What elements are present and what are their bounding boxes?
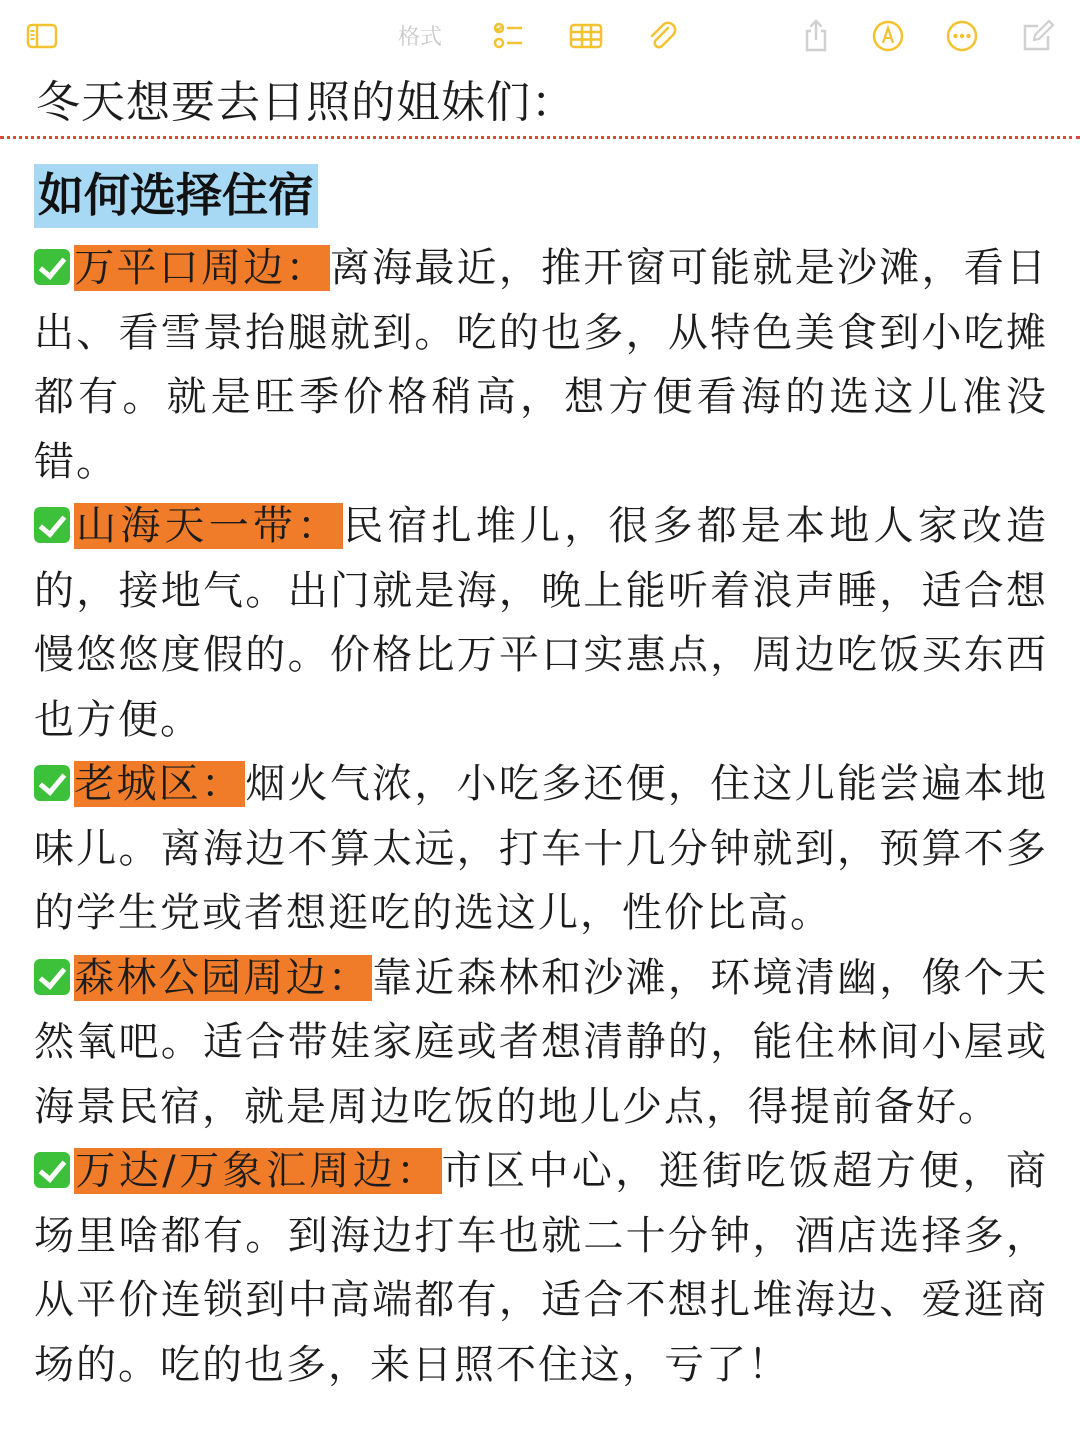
checkmark-icon	[34, 507, 70, 543]
list-item	[34, 1139, 1048, 1397]
list-item	[34, 946, 1048, 1140]
table-icon[interactable]	[564, 14, 608, 58]
toolbar	[0, 0, 1080, 72]
divider	[0, 136, 1080, 139]
checkmark-icon	[34, 765, 70, 801]
item-text: 离海最近，推开窗可能就是沙滩，看日出、看雪景抬腿就到。吃的也多，从特色美食到小吃摊都有。就是旺季价格稍高，想方便看海的选这儿准没错。	[34, 245, 1049, 485]
note-body[interactable]	[34, 236, 1048, 1397]
item-label: 森林公园周边：	[74, 954, 371, 1001]
attachment-icon[interactable]	[640, 14, 684, 58]
item-text: 靠近森林和沙滩，环境清幽，像个天然氧吧。适合带娃家庭或者想清静的，能住林间小屋或海景民宿，就是周边吃饭的地儿少点，得提前备好。	[34, 954, 1049, 1130]
item-label: 老城区：	[74, 761, 244, 807]
list-item	[34, 752, 1048, 946]
checkmark-icon	[34, 1152, 70, 1188]
checkmark-icon	[34, 249, 70, 285]
item-text: 民宿扎堆儿，很多都是本地人家改造的，接地气。出门就是海，晚上能听着浪声睡，适合想慢悠悠度假的。价格比万平口实惠点，周边吃饭买东西也方便。	[34, 503, 1049, 743]
share-icon[interactable]	[794, 14, 838, 58]
checklist-icon[interactable]	[486, 14, 530, 58]
markup-icon[interactable]	[866, 14, 910, 58]
list-item	[34, 494, 1048, 752]
item-label: 山海天一带：	[74, 503, 342, 549]
section-heading[interactable]: 如何选择住宿	[34, 164, 318, 228]
more-icon[interactable]	[940, 14, 984, 58]
sidebar-icon[interactable]	[20, 14, 64, 58]
checkmark-icon	[34, 959, 70, 995]
list-item	[34, 236, 1048, 494]
note-title[interactable]: 冬天想要去日照的姐妹们：	[36, 77, 576, 128]
item-text: 市区中心，逛街吃饭超方便，商场里啥都有。到海边打车也就二十分钟，酒店选择多，从平价连锁到中高端都有，适合不想扎堆海边、爱逛商场的。吃的也多，来日照不住这，亏了！	[34, 1148, 1049, 1388]
item-label: 万达/万象汇周边：	[74, 1148, 440, 1194]
compose-icon[interactable]	[1016, 14, 1060, 58]
item-label: 万平口周边：	[74, 245, 328, 291]
item-text: 烟火气浓，小吃多还便，住这儿能尝遍本地味儿。离海边不算太远，打车十几分钟就到，预算不多的学生党或者想逛吃的选这儿，性价比高。	[34, 761, 1049, 936]
format-button[interactable]: 格式	[398, 25, 443, 50]
